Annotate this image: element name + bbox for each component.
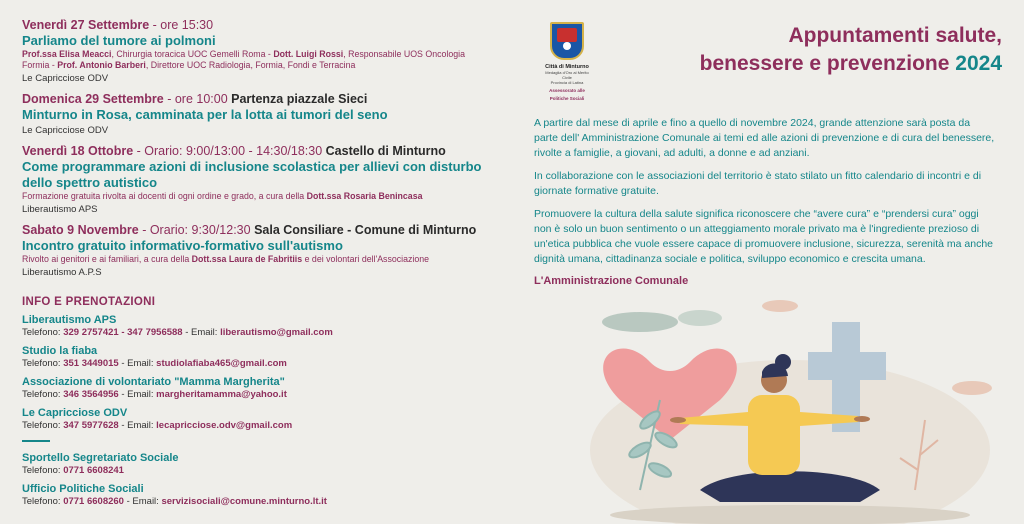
intro-paragraph: Promuovere la cultura della salute significa riconoscere che “avere cura” e “prendersi cura” oggi non è solo un buon sentimento o un atteggiamento morale privato ma è l'ingrediente prezioso di un'etica pubblica che vuole essere capace di promuovere inclusione, sicurezza, serenità ma anche dignità umana, cittadinanza sociale e politica, sviluppo economico e crescita umana. — [534, 208, 994, 265]
event-desc-text: Formazione gratuita rivolta ai docenti di ogni ordine e grado, a cura della — [22, 191, 307, 201]
events-column — [22, 18, 492, 514]
contact-line — [22, 358, 492, 370]
phone-number[interactable]: 351 3449015 — [63, 358, 119, 369]
event-time: - Orario: 9:30/12:30 — [138, 223, 255, 237]
contact-line — [22, 327, 492, 339]
intro-paragraph: A partire dal mese di aprile e fino a quello di novembre 2024, grande attenzione sarà posta da parte dell' Amministrazione Comunale ai temi ed alle azioni di prevenzione e di cura del benessere, rivolte a famiglie, a giovani, ad adulti, a donne e ad anziani. — [534, 117, 995, 159]
event-place: Castello di Minturno — [325, 144, 446, 158]
event-desc-text: Rivolto ai genitori e ai familiari, a cura della — [22, 254, 192, 264]
event-desc-text: , Direttore UOC Radiologia, Formia, Fondi e Terracina — [145, 60, 356, 70]
event-desc-text: , Responsabile UOS Oncologia Formia - — [22, 49, 465, 70]
cloud-icon — [762, 300, 798, 312]
contact-item — [22, 376, 492, 401]
event-date: Venerdì 27 Settembre — [22, 18, 150, 32]
event-title: Parliamo del tumore ai polmoni — [22, 33, 216, 48]
event-description — [22, 49, 492, 71]
email-link[interactable]: margheritamamma@yahoo.it — [156, 389, 287, 400]
logo-city: Città di Minturno — [545, 64, 589, 70]
event-desc-text: e dei volontari dell'Associazione — [302, 254, 430, 264]
event-date: Domenica 29 Settembre — [22, 92, 164, 106]
email-link[interactable]: studiolafiaba465@gmail.com — [156, 358, 287, 369]
phone-label: Telefono: — [22, 496, 64, 507]
contact-name: Sportello Segretariato Sociale — [22, 452, 179, 464]
email-link[interactable]: liberautismo@gmail.com — [220, 327, 333, 338]
title-line2 — [700, 50, 1002, 78]
phone-label: Telefono: — [22, 420, 64, 431]
event-title: Come programmare azioni di inclusione scolastica per allievi con disturbo dello spettro autistico — [22, 159, 482, 190]
event-title: Incontro gratuito informativo-formativo sull'autismo — [22, 238, 343, 253]
intro-body — [534, 116, 996, 287]
event-place: Partenza piazzale Sieci — [231, 92, 368, 106]
logo-dept1: Assessorato alle — [549, 88, 585, 93]
contact-name: Le Capricciose ODV — [22, 407, 128, 419]
email-label: - Email: — [182, 327, 221, 338]
event-organizer: Liberautismo APS — [22, 204, 98, 215]
event-speaker: Prof. Antonio Barberi — [57, 60, 146, 70]
email-link[interactable]: servizisociali@comune.minturno.lt.it — [161, 496, 327, 507]
contact-name: Liberautismo APS — [22, 314, 117, 326]
email-link[interactable]: lecapricciose.odv@gmail.com — [156, 420, 293, 431]
phone-number[interactable]: 329 2757421 - 347 7956588 — [63, 327, 183, 338]
event-date-line — [22, 18, 492, 33]
info-heading: INFO E PRENOTAZIONI — [22, 296, 156, 308]
event-date: Sabato 9 Novembre — [22, 223, 139, 237]
event-date-line — [22, 92, 492, 107]
email-label: - Email: — [118, 420, 157, 431]
phone-number[interactable]: 0771 6608241 — [63, 465, 124, 476]
contact-line — [22, 420, 492, 432]
event-speaker: Dott.ssa Rosaria Benincasa — [306, 191, 423, 201]
title-line1: Appuntamenti salute, — [788, 24, 1002, 47]
contact-item — [22, 345, 492, 370]
event-place: Sala Consiliare - Comune di Minturno — [254, 223, 477, 237]
event-organizer: Liberautismo A.P.S — [22, 267, 102, 278]
title-year: 2024 — [955, 52, 1002, 75]
page-title — [700, 22, 1002, 78]
contact-name: Ufficio Politiche Sociali — [22, 483, 144, 495]
contact-item — [22, 314, 492, 339]
event-speaker: Dott.ssa Laura de Fabritiis — [191, 254, 303, 264]
logo-dept2: Politiche Sociali — [549, 96, 585, 101]
wellness-illustration — [580, 290, 1000, 524]
event-organizer: Le Capricciose ODV — [22, 73, 109, 84]
title-line2-text: benessere e prevenzione — [699, 52, 956, 75]
event-description — [22, 254, 492, 265]
contact-item — [22, 483, 492, 508]
email-label: - Email: — [123, 496, 162, 507]
email-label: - Email: — [118, 358, 157, 369]
contacts-list — [22, 314, 492, 432]
contact-item — [22, 452, 492, 477]
event-speaker: Dott. Luigi Rossi — [273, 49, 344, 59]
event-speaker: Prof.ssa Elisa Meacci — [22, 49, 112, 59]
phone-number[interactable]: 0771 6608260 — [63, 496, 124, 507]
event-time: - ore 15:30 — [149, 18, 214, 32]
offices-list — [22, 452, 492, 508]
event-title: Minturno in Rosa, camminata per la lotta ai tumori del seno — [22, 107, 388, 122]
coat-of-arms-icon — [550, 22, 584, 60]
phone-number[interactable]: 347 5977628 — [63, 420, 119, 431]
contact-name: Studio la fiaba — [22, 345, 98, 357]
email-label: - Email: — [118, 389, 157, 400]
cloud-icon — [952, 381, 992, 395]
divider — [22, 440, 50, 442]
event-date: Venerdì 18 Ottobre — [22, 144, 134, 158]
event-description — [22, 191, 492, 202]
logo-sub1: Medaglia d'Oro al Merito Civile — [545, 70, 589, 80]
cloud-icon — [602, 312, 678, 332]
contact-item — [22, 407, 492, 432]
phone-label: Telefono: — [22, 465, 64, 476]
contact-line — [22, 496, 492, 508]
contact-line — [22, 465, 492, 477]
event-item — [22, 18, 492, 86]
phone-label: Telefono: — [22, 327, 64, 338]
event-date-line — [22, 144, 492, 159]
event-item — [22, 92, 492, 138]
cloud-icon — [678, 310, 722, 326]
event-date-line — [22, 223, 492, 238]
events-list — [22, 18, 492, 280]
event-time: - Orario: 9:00/13:00 - 14:30/18:30 — [133, 144, 326, 158]
event-organizer: Le Capricciose ODV — [22, 125, 109, 136]
intro-paragraph: In collaborazione con le associazioni del territorio è stato stilato un fitto calendario di incontri e di giornate formative gratuite. — [534, 170, 982, 197]
phone-label: Telefono: — [22, 389, 64, 400]
phone-label: Telefono: — [22, 358, 64, 369]
contact-line — [22, 389, 492, 401]
event-item — [22, 223, 492, 280]
contact-name: Associazione di volontariato "Mamma Margherita" — [22, 376, 285, 388]
phone-number[interactable]: 346 3564956 — [63, 389, 119, 400]
event-desc-text: , Chirurgia toracica UOC Gemelli Roma - — [111, 49, 274, 59]
logo-sub2: Provincia di Latina — [550, 80, 584, 85]
event-time: - ore 10:00 — [163, 92, 232, 106]
signature: L'Amministrazione Comunale — [534, 275, 689, 287]
event-item — [22, 144, 492, 217]
city-logo — [542, 22, 592, 101]
